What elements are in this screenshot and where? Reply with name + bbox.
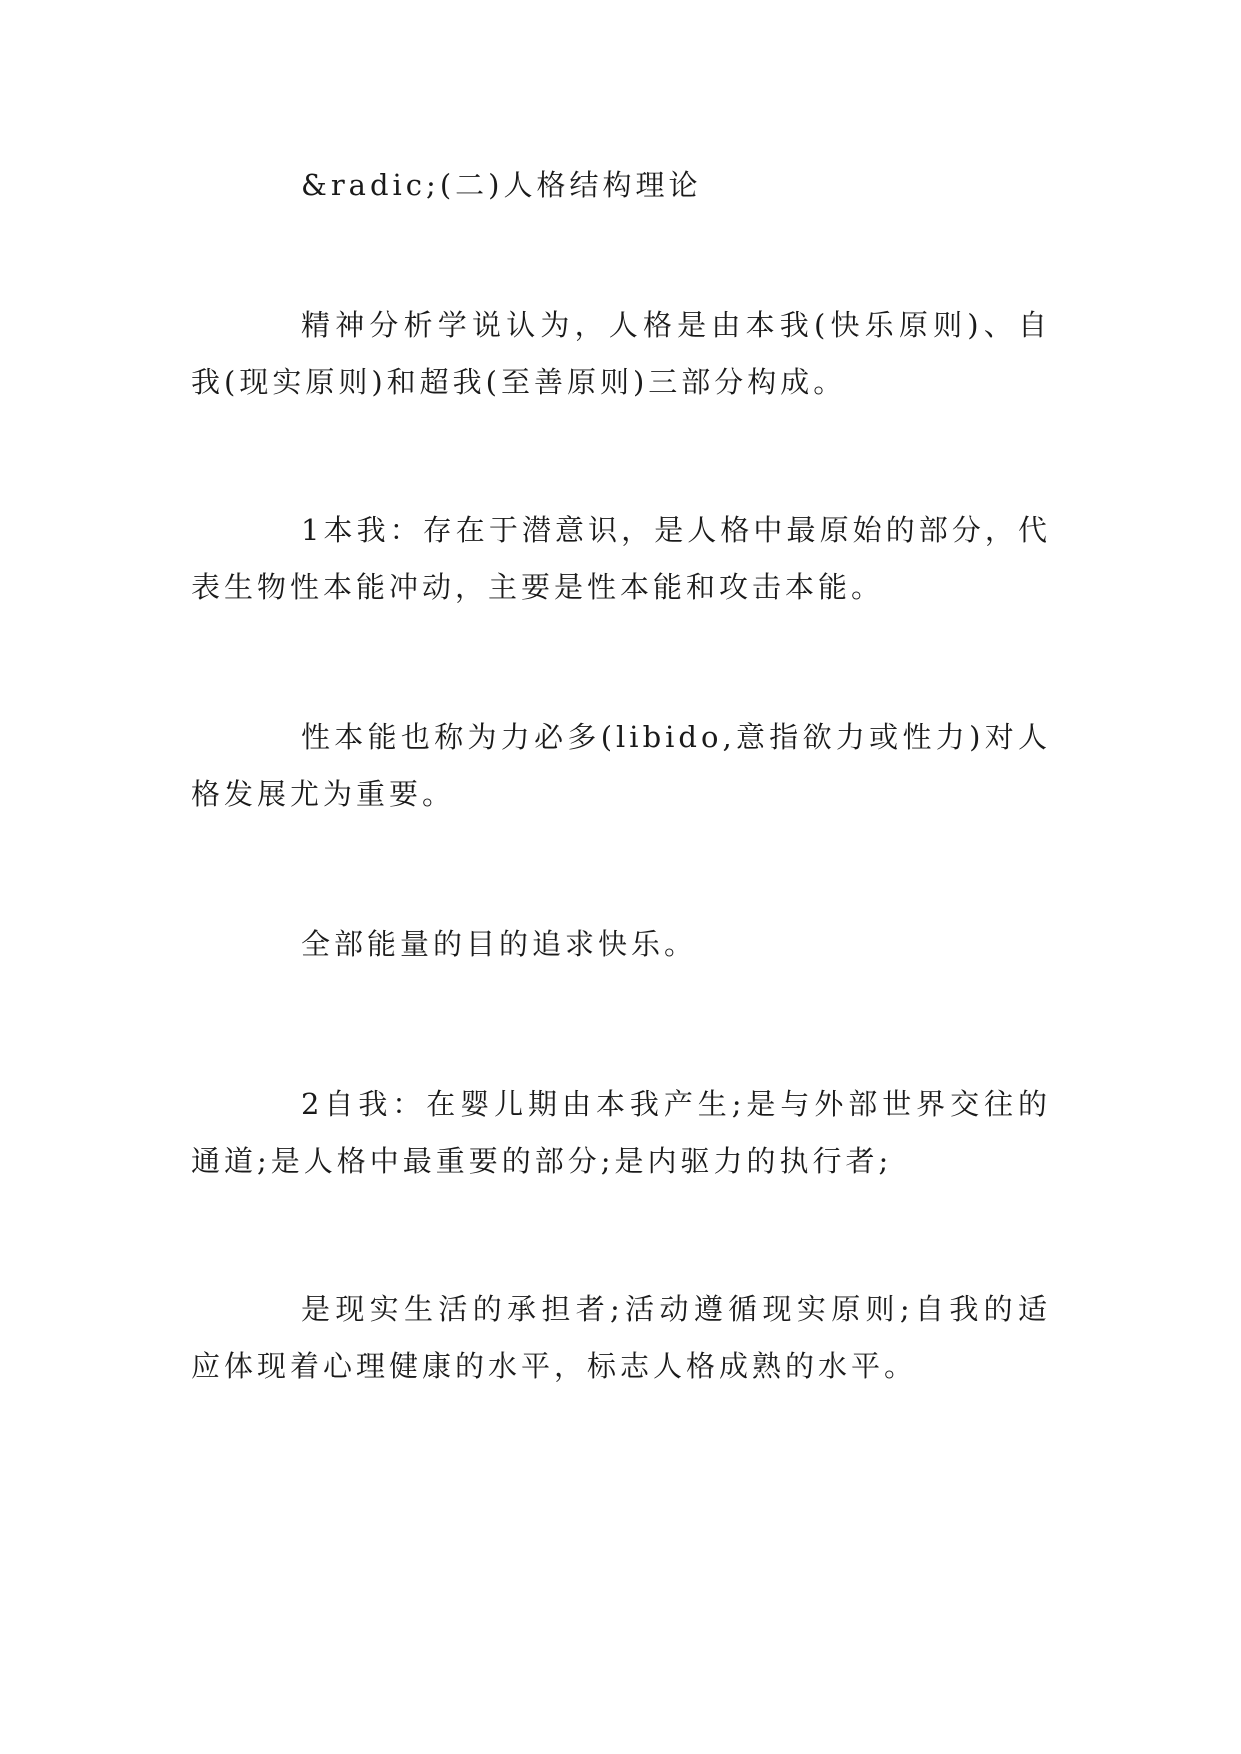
paragraph-id: 1本我：存在于潜意识，是人格中最原始的部分，代表生物性本能冲动，主要是性本能和攻击本能。 bbox=[191, 513, 1051, 604]
section-heading: &radic;(二)人格结构理论 bbox=[301, 168, 702, 202]
paragraph-libido: 性本能也称为力必多(libido,意指欲力或性力)对人格发展尤为重要。 bbox=[191, 720, 1051, 811]
paragraph-ego-reality: 是现实生活的承担者;活动遵循现实原则;自我的适应体现着心理健康的水平，标志人格成熟的水平。 bbox=[191, 1292, 1051, 1383]
paragraph-pleasure: 全部能量的目的追求快乐。 bbox=[301, 927, 698, 961]
paragraph-intro: 精神分析学说认为，人格是由本我(快乐原则)、自我(现实原则)和超我(至善原则)三部分构成。 bbox=[191, 308, 1051, 399]
paragraph-ego: 2自我：在婴儿期由本我产生;是与外部世界交往的通道;是人格中最重要的部分;是内驱力的执行者; bbox=[191, 1087, 1051, 1178]
